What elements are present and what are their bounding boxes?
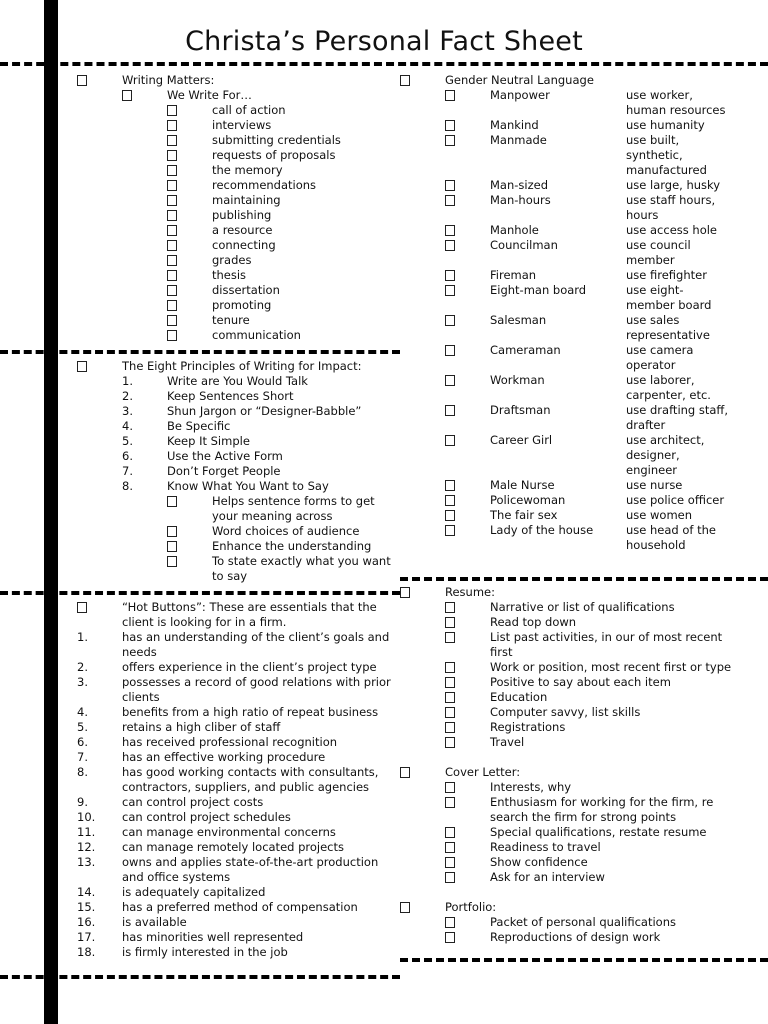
- bullet-box-icon: [167, 496, 177, 507]
- divider-left-3: [0, 975, 400, 979]
- gender-replacement: member: [626, 253, 675, 267]
- principle-subitem: Word choices of audience: [212, 524, 360, 538]
- bullet-box-icon: [167, 180, 177, 191]
- hot-button-item: retains a high cliber of staff: [122, 720, 281, 734]
- resume-item: Work or position, most recent first or type: [490, 660, 732, 674]
- gender-term: Male Nurse: [490, 478, 555, 492]
- principle-number: 6.: [122, 449, 133, 463]
- bullet-box-icon: [445, 677, 455, 688]
- bullet-box-icon: [445, 782, 455, 793]
- principle-number: 3.: [122, 404, 133, 418]
- portfolio-item: Reproductions of design work: [490, 930, 661, 944]
- hot-button-item: has a preferred method of compensation: [122, 900, 358, 914]
- bullet-box-icon: [167, 541, 177, 552]
- cover-letter-item: Readiness to travel: [490, 840, 601, 854]
- resume-item: Education: [490, 690, 548, 704]
- bullet-box-icon: [167, 120, 177, 131]
- writing-item: requests of proposals: [212, 148, 336, 162]
- writing-item: publishing: [212, 208, 272, 222]
- hot-button-item: owns and applies state-of-the-art production: [122, 855, 379, 869]
- hot-button-item: has an effective working procedure: [122, 750, 326, 764]
- writing-item: connecting: [212, 238, 276, 252]
- bullet-box-icon: [167, 240, 177, 251]
- gender-replacement: use laborer,: [626, 373, 695, 387]
- bullet-box-icon: [122, 90, 132, 101]
- principle-subitem: To state exactly what you want: [212, 554, 391, 568]
- principles-heading: The Eight Principles of Writing for Impact:: [122, 359, 362, 373]
- writing-item: interviews: [212, 118, 272, 132]
- bullet-box-icon: [167, 210, 177, 221]
- divider-top: [0, 62, 768, 66]
- hot-buttons-heading: client is looking for in a firm.: [122, 615, 287, 629]
- gender-term: Manpower: [490, 88, 550, 102]
- principle-item: Don’t Forget People: [167, 464, 281, 478]
- gender-term: Salesman: [490, 313, 547, 327]
- writing-item: grades: [212, 253, 252, 267]
- writing-item: thesis: [212, 268, 247, 282]
- bullet-box-icon: [167, 195, 177, 206]
- principle-number: 1.: [122, 374, 133, 388]
- gender-replacement: engineer: [626, 463, 678, 477]
- bullet-box-icon: [445, 737, 455, 748]
- resume-item: Computer savvy, list skills: [490, 705, 641, 719]
- hot-button-number: 5.: [77, 720, 88, 734]
- bullet-box-icon: [445, 510, 455, 521]
- gender-replacement: use large, husky: [626, 178, 721, 192]
- gender-replacement: use sales: [626, 313, 680, 327]
- gender-replacement: use police officer: [626, 493, 725, 507]
- cover-letter-item: search the firm for strong points: [490, 810, 677, 824]
- writing-item: call of action: [212, 103, 286, 117]
- writing-subheading: We Write For…: [167, 88, 252, 102]
- gender-replacement: use nurse: [626, 478, 683, 492]
- resume-item: Registrations: [490, 720, 566, 734]
- bullet-box-icon: [167, 135, 177, 146]
- resume-item: Narrative or list of qualifications: [490, 600, 675, 614]
- bullet-box-icon: [445, 827, 455, 838]
- principle-number: 8.: [122, 479, 133, 493]
- gender-replacement: use worker,: [626, 88, 693, 102]
- bullet-box-icon: [445, 90, 455, 101]
- gender-term: Eight-man board: [490, 283, 587, 297]
- principle-number: 2.: [122, 389, 133, 403]
- hot-button-item: and office systems: [122, 870, 231, 884]
- cover-letter-item: Ask for an interview: [490, 870, 605, 884]
- hot-button-item: can manage remotely located projects: [122, 840, 345, 854]
- principle-subitem: Enhance the understanding: [212, 539, 372, 553]
- gender-term: Draftsman: [490, 403, 551, 417]
- left-vertical-bar: [44, 0, 58, 1024]
- resume-heading: Resume:: [445, 585, 495, 599]
- hot-button-item: has received professional recognition: [122, 735, 338, 749]
- writing-item: a resource: [212, 223, 273, 237]
- bullet-box-icon: [445, 375, 455, 386]
- resume-item: Positive to say about each item: [490, 675, 671, 689]
- resume-item: first: [490, 645, 513, 659]
- hot-button-item: is adequately capitalized: [122, 885, 266, 899]
- gender-term: Lady of the house: [490, 523, 594, 537]
- gender-replacement: household: [626, 538, 686, 552]
- bullet-box-icon: [445, 480, 455, 491]
- hot-button-number: 9.: [77, 795, 88, 809]
- hot-button-number: 4.: [77, 705, 88, 719]
- gender-replacement: synthetic,: [626, 148, 683, 162]
- bullet-box-icon: [445, 285, 455, 296]
- writing-item: communication: [212, 328, 301, 342]
- page-title: Christa’s Personal Fact Sheet: [185, 26, 583, 57]
- hot-button-item: contractors, suppliers, and public agencies: [122, 780, 370, 794]
- gender-replacement: use architect,: [626, 433, 705, 447]
- bullet-box-icon: [445, 917, 455, 928]
- bullet-box-icon: [167, 526, 177, 537]
- gender-replacement: use humanity: [626, 118, 705, 132]
- gender-term: Man-hours: [490, 193, 551, 207]
- bullet-box-icon: [400, 767, 410, 778]
- bullet-box-icon: [445, 225, 455, 236]
- hot-button-item: is available: [122, 915, 187, 929]
- cover-letter-item: Special qualifications, restate resume: [490, 825, 707, 839]
- bullet-box-icon: [77, 75, 87, 86]
- bullet-box-icon: [167, 285, 177, 296]
- bullet-box-icon: [167, 255, 177, 266]
- gender-replacement: operator: [626, 358, 676, 372]
- hot-button-item: is firmly interested in the job: [122, 945, 288, 959]
- gender-replacement: designer,: [626, 448, 680, 462]
- hot-button-number: 8.: [77, 765, 88, 779]
- gender-term: Cameraman: [490, 343, 561, 357]
- bullet-box-icon: [445, 662, 455, 673]
- gender-replacement: use access hole: [626, 223, 718, 237]
- gender-replacement: use staff hours,: [626, 193, 716, 207]
- gender-term: Career Girl: [490, 433, 553, 447]
- bullet-box-icon: [445, 405, 455, 416]
- gender-term: Manmade: [490, 133, 547, 147]
- hot-button-item: possesses a record of good relations with prior: [122, 675, 391, 689]
- bullet-box-icon: [77, 602, 87, 613]
- writing-item: dissertation: [212, 283, 280, 297]
- bullet-box-icon: [445, 315, 455, 326]
- hot-button-number: 18.: [77, 945, 96, 959]
- gender-replacement: use head of the: [626, 523, 716, 537]
- writing-heading: Writing Matters:: [122, 73, 215, 87]
- principle-item: Know What You Want to Say: [167, 479, 329, 493]
- principle-item: Write are You Would Talk: [167, 374, 308, 388]
- hot-button-number: 15.: [77, 900, 96, 914]
- gender-replacement: use built,: [626, 133, 680, 147]
- gender-replacement: use firefighter: [626, 268, 707, 282]
- hot-button-number: 6.: [77, 735, 88, 749]
- bullet-box-icon: [445, 707, 455, 718]
- gender-term: The fair sex: [490, 508, 558, 522]
- bullet-box-icon: [445, 435, 455, 446]
- bullet-box-icon: [167, 270, 177, 281]
- gender-replacement: use camera: [626, 343, 694, 357]
- principle-subitem: to say: [212, 569, 248, 583]
- hot-button-item: benefits from a high ratio of repeat business: [122, 705, 379, 719]
- bullet-box-icon: [445, 195, 455, 206]
- principle-subitem: your meaning across: [212, 509, 333, 523]
- hot-button-number: 10.: [77, 810, 96, 824]
- bullet-box-icon: [167, 300, 177, 311]
- bullet-box-icon: [167, 225, 177, 236]
- principle-item: Be Specific: [167, 419, 231, 433]
- hot-button-item: can control project costs: [122, 795, 264, 809]
- portfolio-heading: Portfolio:: [445, 900, 497, 914]
- bullet-box-icon: [445, 857, 455, 868]
- gender-term: Mankind: [490, 118, 539, 132]
- hot-button-item: can manage environmental concerns: [122, 825, 336, 839]
- portfolio-item: Packet of personal qualifications: [490, 915, 676, 929]
- bullet-box-icon: [77, 361, 87, 372]
- writing-item: maintaining: [212, 193, 281, 207]
- gender-replacement: use council: [626, 238, 691, 252]
- principle-item: Keep Sentences Short: [167, 389, 294, 403]
- gender-replacement: member board: [626, 298, 712, 312]
- cover-letter-item: Interests, why: [490, 780, 572, 794]
- gender-term: Workman: [490, 373, 545, 387]
- bullet-box-icon: [445, 525, 455, 536]
- principle-subitem: Helps sentence forms to get: [212, 494, 375, 508]
- writing-item: the memory: [212, 163, 283, 177]
- divider-left-1: [0, 350, 400, 354]
- gender-replacement: representative: [626, 328, 710, 342]
- hot-button-number: 16.: [77, 915, 96, 929]
- hot-button-item: can control project schedules: [122, 810, 291, 824]
- bullet-box-icon: [445, 602, 455, 613]
- hot-button-item: has good working contacts with consultants,: [122, 765, 379, 779]
- writing-item: submitting credentials: [212, 133, 341, 147]
- principle-item: Use the Active Form: [167, 449, 283, 463]
- hot-button-item: has minorities well represented: [122, 930, 304, 944]
- bullet-box-icon: [445, 932, 455, 943]
- hot-button-number: 11.: [77, 825, 96, 839]
- divider-right-2: [400, 958, 768, 962]
- gender-replacement: hours: [626, 208, 659, 222]
- gender-replacement: human resources: [626, 103, 726, 117]
- bullet-box-icon: [445, 842, 455, 853]
- bullet-box-icon: [445, 240, 455, 251]
- hot-button-item: offers experience in the client’s project type: [122, 660, 377, 674]
- bullet-box-icon: [445, 617, 455, 628]
- hot-button-item: clients: [122, 690, 160, 704]
- gender-term: Fireman: [490, 268, 537, 282]
- bullet-box-icon: [445, 120, 455, 131]
- cover-letter-item: Show confidence: [490, 855, 588, 869]
- resume-item: Travel: [490, 735, 525, 749]
- writing-item: promoting: [212, 298, 272, 312]
- cover-letter-heading: Cover Letter:: [445, 765, 521, 779]
- bullet-box-icon: [400, 902, 410, 913]
- writing-item: tenure: [212, 313, 250, 327]
- gender-term: Manhole: [490, 223, 539, 237]
- bullet-box-icon: [445, 345, 455, 356]
- gender-replacement: drafter: [626, 418, 666, 432]
- bullet-box-icon: [167, 150, 177, 161]
- bullet-box-icon: [445, 135, 455, 146]
- bullet-box-icon: [445, 180, 455, 191]
- resume-item: Read top down: [490, 615, 577, 629]
- bullet-box-icon: [167, 315, 177, 326]
- hot-button-number: 17.: [77, 930, 96, 944]
- hot-button-number: 3.: [77, 675, 88, 689]
- hot-button-item: needs: [122, 645, 157, 659]
- hot-button-number: 1.: [77, 630, 88, 644]
- divider-left-2: [0, 591, 400, 595]
- bullet-box-icon: [445, 495, 455, 506]
- bullet-box-icon: [400, 587, 410, 598]
- cover-letter-item: Enthusiasm for working for the firm, re: [490, 795, 714, 809]
- bullet-box-icon: [167, 330, 177, 341]
- bullet-box-icon: [445, 872, 455, 883]
- gender-replacement: carpenter, etc.: [626, 388, 711, 402]
- hot-buttons-heading: “Hot Buttons”: These are essentials that the: [122, 600, 377, 614]
- bullet-box-icon: [167, 165, 177, 176]
- gender-replacement: manufactured: [626, 163, 707, 177]
- writing-item: recommendations: [212, 178, 317, 192]
- principle-number: 5.: [122, 434, 133, 448]
- principle-item: Shun Jargon or “Designer-Babble”: [167, 404, 362, 418]
- bullet-box-icon: [445, 797, 455, 808]
- bullet-box-icon: [167, 105, 177, 116]
- principle-number: 7.: [122, 464, 133, 478]
- hot-button-number: 2.: [77, 660, 88, 674]
- gender-replacement: use eight-: [626, 283, 684, 297]
- hot-button-number: 13.: [77, 855, 96, 869]
- principle-number: 4.: [122, 419, 133, 433]
- divider-right-1: [400, 577, 768, 581]
- bullet-box-icon: [167, 556, 177, 567]
- hot-button-number: 7.: [77, 750, 88, 764]
- gender-replacement: use drafting staff,: [626, 403, 729, 417]
- bullet-box-icon: [400, 75, 410, 86]
- bullet-box-icon: [445, 722, 455, 733]
- resume-item: List past activities, in our of most recent: [490, 630, 723, 644]
- gender-heading: Gender Neutral Language: [445, 73, 594, 87]
- bullet-box-icon: [445, 270, 455, 281]
- hot-button-number: 12.: [77, 840, 96, 854]
- principle-item: Keep It Simple: [167, 434, 250, 448]
- gender-replacement: use women: [626, 508, 693, 522]
- hot-button-number: 14.: [77, 885, 96, 899]
- gender-term: Policewoman: [490, 493, 566, 507]
- bullet-box-icon: [445, 692, 455, 703]
- gender-term: Man-sized: [490, 178, 549, 192]
- hot-button-item: has an understanding of the client’s goals and: [122, 630, 390, 644]
- bullet-box-icon: [445, 632, 455, 643]
- gender-term: Councilman: [490, 238, 558, 252]
